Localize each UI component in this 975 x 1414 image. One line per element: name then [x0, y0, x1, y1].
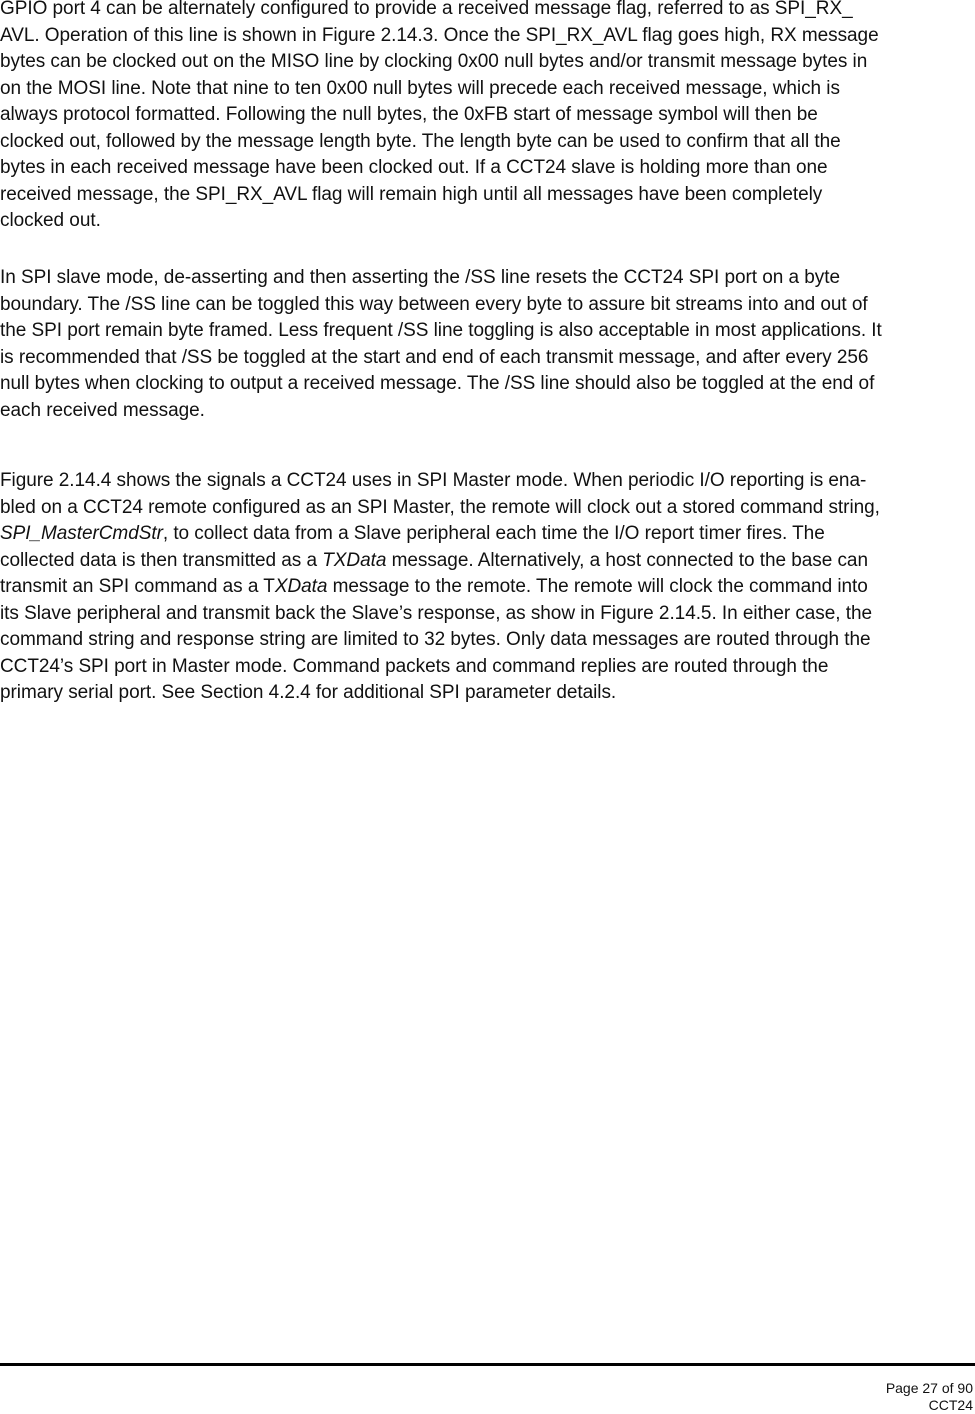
paragraph-text-segment: , to collect data from a Slave peripheral each time the I/O report timer fires. The collected data is then transmitted as a	[0, 523, 825, 571]
italic-term-txdata: TXData	[322, 549, 387, 571]
document-name: CCT24	[928, 1397, 973, 1413]
page-footer	[886, 1380, 973, 1414]
paragraph-text-segment: message. Alternatively, a host connected to the base can transmit an SPI command as a T	[0, 549, 868, 597]
italic-term-spi-master-cmd-str: SPI_MasterCmdStr	[0, 523, 163, 544]
footer-divider	[0, 1363, 975, 1366]
paragraph-spi-rx-avl: GPIO port 4 can be alternately configured to provide a received message flag, referred to as SPI_RX_ AVL. Operation of this line is shown in Figure 2.14.3. Once the SPI_RX_AVL flag goes high, RX message bytes can be clocked out on the MISO line by clocking 0x00 null bytes and/or transmit message bytes in on the MOSI line. Note that nine to ten 0x00 null bytes will precede each received message, which is always protocol formatted. Following the null bytes, the 0xFB start of message symbol will then be clocked out, followed by the message length byte. The length byte can be used to confirm that all the bytes in each received message have been clocked out. If a CCT24 slave is holding more than one received message, the SPI_RX_AVL flag will remain high until all messages have been completely clocked out.	[0, 0, 879, 231]
paragraph-spi-slave-mode: In SPI slave mode, de-asserting and then asserting the /SS line resets the CCT24 SPI port on a byte boundary. The /SS line can be toggled this way between every byte to assure bit streams into and out of the SPI port remain byte framed. Less frequent /SS line toggling is also acceptable in most applications. It is recommended that /SS be toggled at the start and end of each transmit message, and after every 256 null bytes when clocking to output a received message. The /SS line should also be toggled at the end of each received message.	[0, 267, 882, 421]
paragraph-text-segment: Figure 2.14.4 shows the signals a CCT24 uses in SPI Master mode. When periodic I/O reporting is ena- bled on a CCT24 remote configured as an SPI Master, the remote will clock out a stored command string,	[0, 470, 880, 518]
paragraph-spi-master-mode	[0, 468, 975, 707]
page-number: Page 27 of 90	[885, 1380, 973, 1396]
paragraph-text-segment: message to the remote. The remote will clock the command into its Slave peripheral and transmit back the Slave’s response, as show in Figure 2.14.5. In either case, the command string and response string are limited to 32 bytes. Only data messages are routed through the CCT24’s SPI port in Master mode. Command packets and command replies are routed through the primary serial port. See Section 4.2.4 for additional SPI parameter details.	[0, 576, 872, 703]
italic-term-xdata: XData	[274, 576, 328, 597]
